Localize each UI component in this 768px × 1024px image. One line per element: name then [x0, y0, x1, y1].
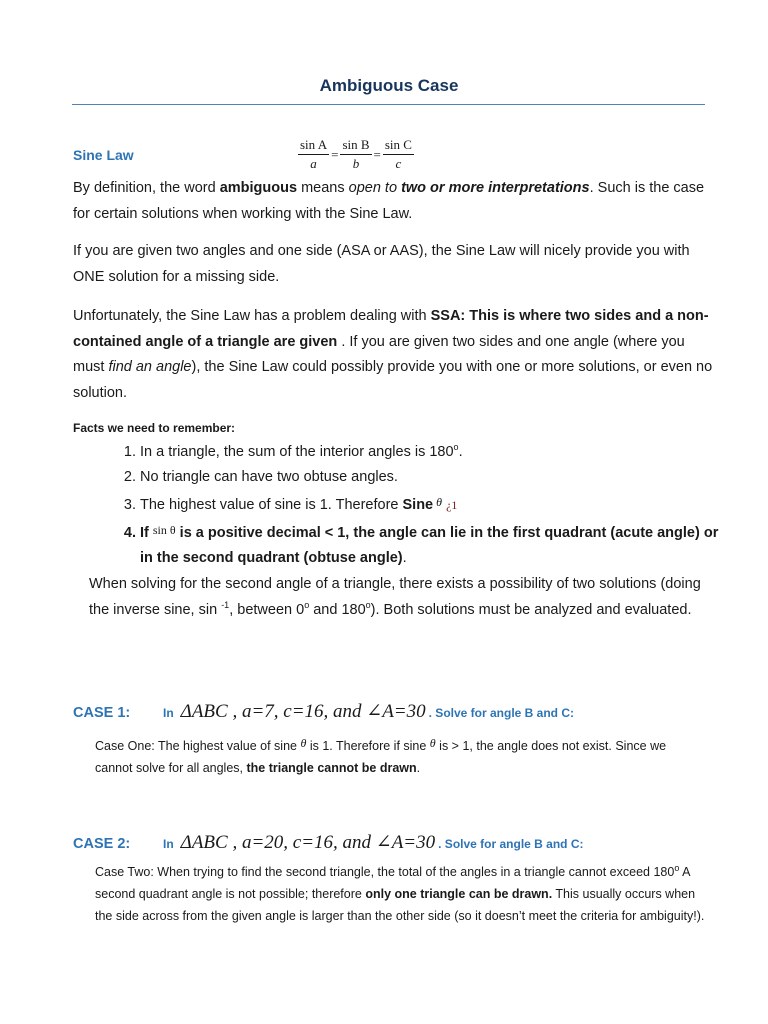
fraction-c	[383, 136, 414, 173]
case-1-label: CASE 1:	[73, 705, 131, 721]
superscript: o	[365, 600, 371, 611]
list-item: 2. No triangle can have two obtuse angles.	[140, 465, 725, 490]
case-1-header	[73, 700, 574, 723]
bold-term: the triangle cannot be drawn	[246, 761, 417, 775]
sine-law-formula	[298, 136, 414, 173]
equals-sign: =	[373, 146, 381, 162]
definition-paragraph	[73, 176, 713, 227]
text-run: The highest value of sine is 1. Therefore	[140, 497, 403, 513]
fraction-numerator: sin B	[340, 136, 371, 155]
text-run: A second quadrant angle is not possible; therefore	[95, 865, 690, 901]
facts-list	[115, 440, 725, 571]
solve-instruction: . Solve for angle B and C:	[428, 706, 574, 720]
asa-aas-paragraph: If you are given two angles and one side (ASA or AAS), the Sine Law will nicely provide you with ONE solution for a missing side.	[73, 243, 690, 285]
italic-term: find an angle	[108, 359, 192, 375]
superscript: o	[453, 442, 459, 453]
bold-term: SSA: This is where two sides and a non-contained angle of a triangle are given	[73, 308, 709, 350]
text-run: , between 0	[229, 602, 305, 618]
text-run: If	[140, 525, 153, 541]
fraction-a	[298, 136, 329, 173]
text-run: .	[458, 444, 463, 460]
text-run: .	[416, 761, 421, 775]
ssa-paragraph	[73, 304, 713, 406]
theta-symbol: θ	[436, 495, 443, 509]
equals-sign: =	[331, 146, 339, 162]
text-run: When solving for the second angle of a triangle, there exists a possibility of two solutions (doing the inverse sine, sin	[89, 576, 701, 618]
fraction-numerator: sin C	[383, 136, 414, 155]
list-item	[140, 490, 725, 518]
text-run: .	[402, 550, 407, 566]
theta-symbol: θ	[300, 736, 307, 750]
case-2-header	[73, 831, 584, 854]
bold-term: is a positive decimal < 1, the angle can lie in the first quadrant (acute angle) or in the second quadrant (obtuse angle)	[140, 525, 719, 566]
theta-symbol: θ	[429, 736, 436, 750]
text-run: Unfortunately, the Sine Law has a problem dealing with	[73, 308, 431, 324]
text-run: Case One: The highest value of sine	[95, 739, 301, 753]
page-title: Ambiguous Case	[319, 76, 459, 95]
fraction-denominator: c	[395, 156, 402, 171]
bold-term: only one triangle can be drawn.	[365, 887, 553, 901]
formula-note: ¿1	[446, 498, 458, 512]
in-word: In	[163, 837, 174, 851]
superscript: o	[304, 600, 310, 611]
text-run: . If you are given two sides and one angle (where you must	[73, 333, 685, 375]
text-run: . Such is the case for certain solutions when working with the Sine Law.	[73, 180, 705, 222]
list-item	[140, 440, 725, 465]
text-run: ). Both solutions must be analyzed and evaluated.	[370, 602, 692, 618]
case-2-explanation	[95, 861, 705, 927]
text-run: In a triangle, the sum of the interior angles is 180	[140, 444, 454, 460]
bold-term: Sine	[402, 497, 434, 513]
fraction-b	[340, 136, 371, 173]
text-run: This usually occurs when the side across from the given angle is larger than the other side (so it doesn’t meet the criteria for ambiguity!).	[95, 887, 705, 923]
case-2-given: ΔABC , a=20, c=16, and ∠A=30	[180, 832, 436, 853]
case-2-label: CASE 2:	[73, 836, 131, 852]
text-run: and 180	[309, 602, 366, 618]
inverse-sine-paragraph	[89, 571, 709, 623]
superscript: -1	[221, 600, 230, 611]
solve-instruction: . Solve for angle B and C:	[438, 837, 584, 851]
fraction-numerator: sin A	[298, 136, 329, 155]
text-run: ), the Sine Law could possibly provide you with one or more solutions, or even no solution.	[73, 359, 713, 401]
in-word: In	[163, 706, 174, 720]
text-run: is > 1, the angle does not exist. Since we cannot solve for all angles,	[95, 739, 667, 775]
sin-theta-symbol: sin θ	[152, 523, 176, 537]
text-run: By definition, the word	[73, 180, 220, 196]
title-divider	[72, 104, 705, 105]
sine-law-heading: Sine Law	[73, 147, 134, 163]
bold-term: ambiguous	[219, 180, 298, 196]
text-run: is 1. Therefore if sine	[306, 739, 430, 753]
list-item	[140, 518, 725, 571]
superscript: o	[674, 862, 680, 873]
fraction-denominator: a	[310, 156, 317, 171]
bold-italic-term: two or more interpretations	[401, 180, 590, 196]
fraction-denominator: b	[352, 156, 360, 171]
case-1-explanation	[95, 732, 705, 779]
italic-term: open to	[348, 180, 402, 196]
case-1-given: ΔABC , a=7, c=16, and ∠A=30	[180, 701, 426, 722]
facts-heading: Facts we need to remember:	[73, 421, 236, 435]
text-run: Case Two: When trying to find the second triangle, the total of the angles in a triangle cannot exceed 180	[95, 865, 675, 879]
text-run: means	[297, 180, 349, 196]
